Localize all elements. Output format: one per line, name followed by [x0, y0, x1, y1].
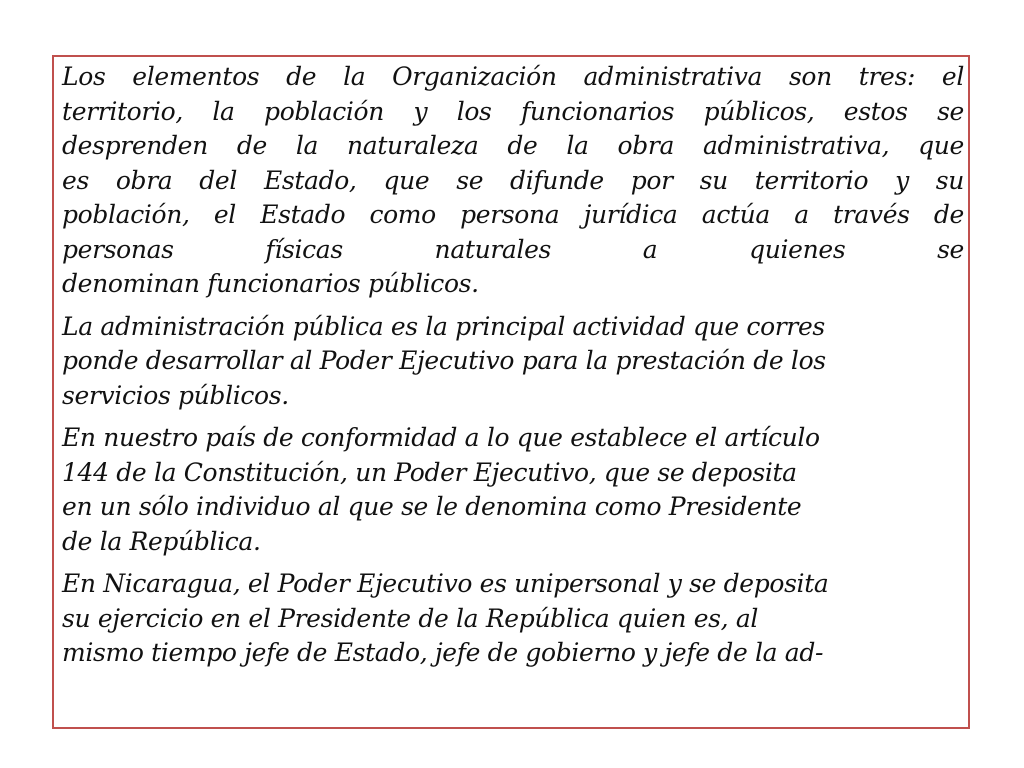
text-line: En Nicaragua, el Poder Ejecutivo es unipersonal y se deposita: [62, 569, 829, 598]
paragraph-nicaragua-poder-ejecutivo: [62, 567, 964, 671]
text-line: Los elementos de la Organización administrativa son tres: el: [62, 62, 964, 91]
slide-body-text: [62, 60, 964, 679]
text-line: servicios públicos.: [62, 380, 289, 410]
text-line: personas físicas naturales a quienes se: [62, 234, 964, 264]
text-line: 144 de la Constitución, un Poder Ejecutivo, que se deposita: [62, 457, 797, 487]
text-line: población, el Estado como persona jurídica actúa a través de: [62, 200, 964, 229]
text-line: de la República.: [62, 526, 261, 556]
text-line: desprenden de la naturaleza de la obra administrativa, que: [62, 131, 964, 160]
text-line: territorio, la población y los funcionarios públicos, estos se: [62, 96, 964, 126]
text-line: En nuestro país de conformidad a lo que establece el artículo: [62, 423, 820, 452]
paragraph-articulo-144: [62, 421, 964, 559]
paragraph-organizacion-administrativa: [62, 60, 964, 302]
text-line: ponde desarrollar al Poder Ejecutivo para la prestación de los: [62, 346, 826, 375]
text-line: es obra del Estado, que se difunde por su territorio y su: [62, 165, 964, 195]
text-line: su ejercicio en el Presidente de la República quien es, al: [62, 603, 759, 633]
paragraph-administracion-publica: [62, 310, 964, 414]
text-line: mismo tiempo jefe de Estado, jefe de gobierno y jefe de la ad-: [62, 638, 824, 667]
text-line: denominan funcionarios públicos.: [62, 269, 479, 298]
text-line: en un sólo individuo al que se le denomina como Presidente: [62, 492, 802, 521]
text-line: La administración pública es la principal actividad que corres: [62, 311, 825, 341]
